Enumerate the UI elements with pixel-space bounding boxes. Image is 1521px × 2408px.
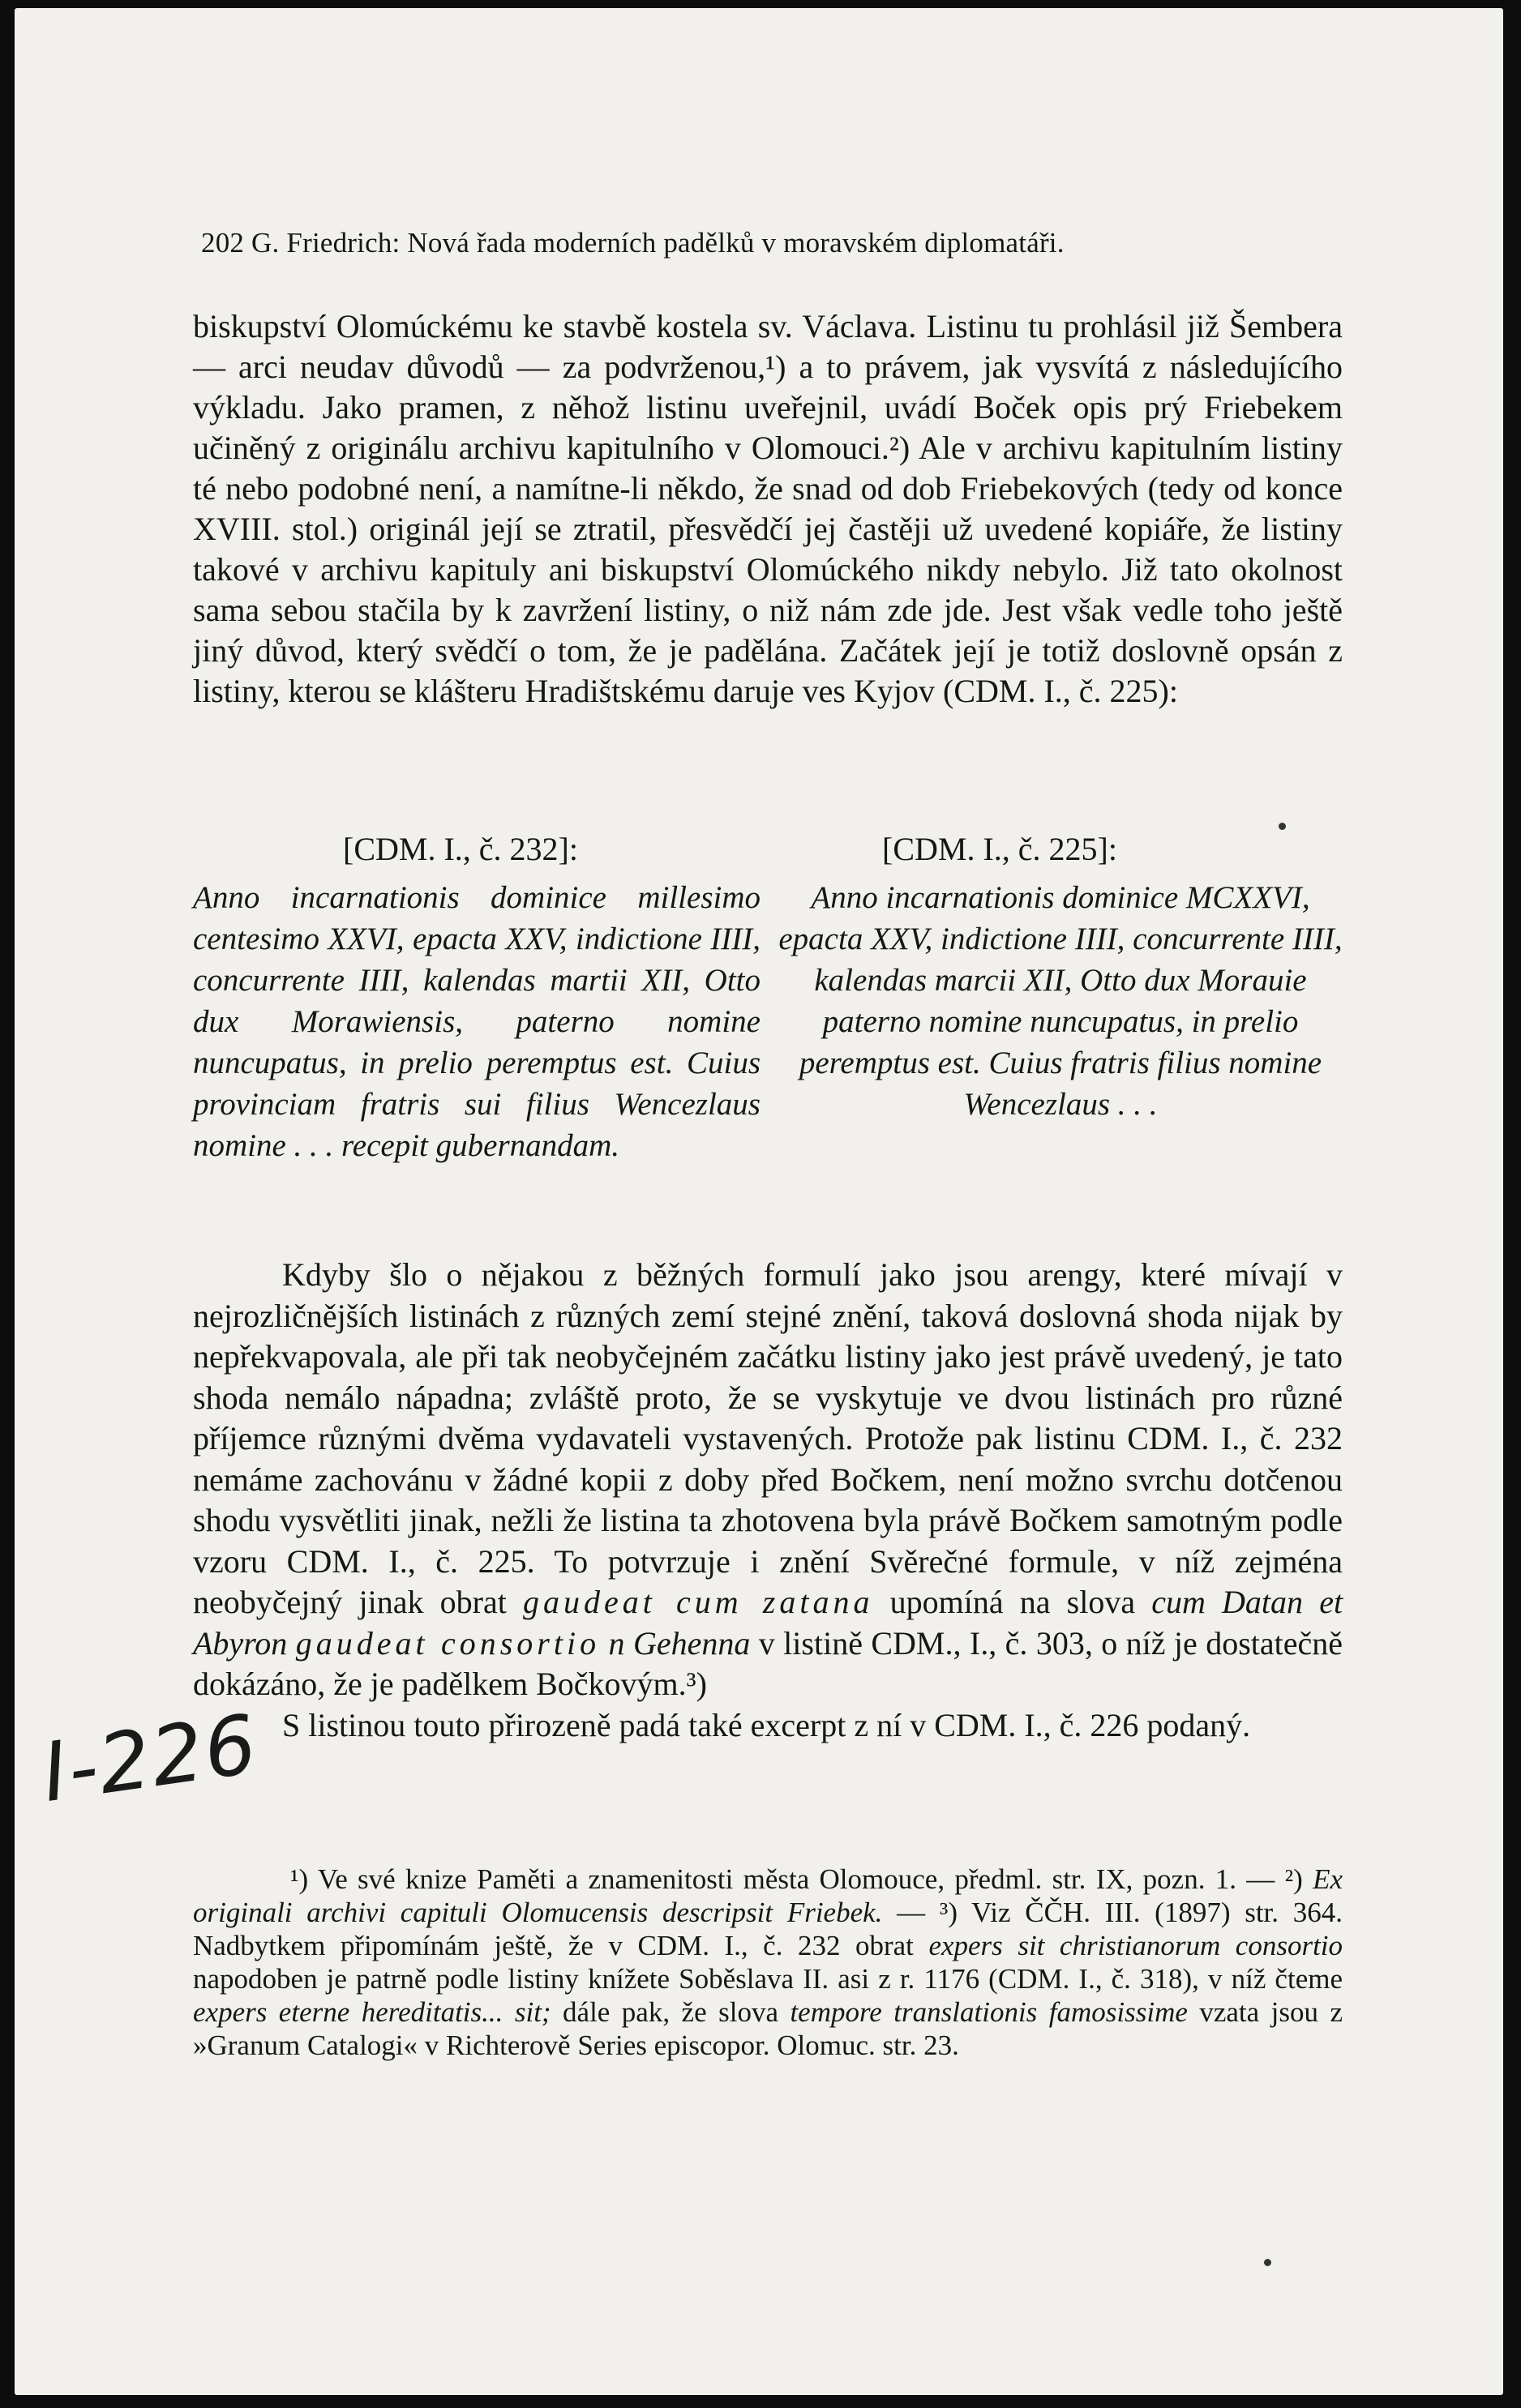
right-column-heading: [CDM. I., č. 225]: [882, 831, 1117, 867]
text-run: vzata jsou z »Granum Catalogi« v Richterově Series episcopor. Olomuc. str. 23. [193, 1996, 1343, 2061]
italic-run: n Gehenna [608, 1624, 751, 1662]
text-run: dále pak, že slova [563, 1996, 778, 2028]
discussion-paragraph-2: S listinou touto přirozeně padá také excerpt z ní v CDM. I., č. 226 podaný. [282, 1706, 1251, 1743]
italic-run: expers sit christianorum consortio [928, 1930, 1343, 1961]
intro-text: biskupství Olomúckému ke stavbě kostela sv. Václava. Listinu tu prohlásil již Šembera — arci neudav důvodů — za podvrženou,¹) a to právem, jak vysvítá z následujícího výkladu. Jako pramen, z něhož listinu uveřejnil, uvádí Boček opis prý Friebekem učiněný z originálu archivu kapitulního v Olomouci.²) Ale v archivu kapitulním listiny té nebo podobné není, a namítne-li někdo, že snad od dob Friebekových (tedy od konce XVIII. stol.) originál její se ztratil, přesvědčí jej častěji už uvedené kopiáře, že listiny takové v archivu kapituly ani biskupství Olomúckého nikdy nebylo. Již tato okolnost sama sebou stačila by k zavržení listiny, o niž nám zde jde. Jest však vedle toho ještě jiný důvod, který svědčí o tom, že je padělána. Začátek její je totiž doslovně opsán z listiny, kterou se klášteru Hradištskému daruje ves Kyjov (CDM. I., č. 225): [193, 308, 1343, 709]
left-column [193, 828, 760, 1166]
discussion-paragraph-1 [193, 1255, 1343, 1705]
italic-run: cum Datan et Abyron [193, 1584, 1343, 1662]
italic-run: gaudeat consortio [295, 1624, 601, 1662]
left-quote: Anno incarnationis dominice millesimo centesimo XXVI, epacta XXV, indictione IIII, concurrente IIII, kalendas martii XII, Otto dux Morawiensis, paterno nomine nuncupatus, in prelio peremptus est. Cuius provinciam fratris sui filius Wencezlaus nomine . . . recepit gubernandam. [193, 880, 760, 1163]
text-run: v listině CDM., I., č. 303, o níž je dostatečně dokázáno, že je padělkem Bočkovým.³) [193, 1624, 1343, 1702]
handwritten-margin-note: I-226 [36, 1696, 264, 1820]
running-header: 202 G. Friedrich: Nová řada moderních padělků v moravském diplomatáři. [201, 227, 1065, 259]
text-run: upomíná na slova [889, 1584, 1136, 1620]
footnote-1: ¹) Ve své knize Paměti a znamenitosti města Olomouce, předml. str. IX, pozn. 1. — ²) [290, 1863, 1303, 1895]
intro-paragraph [193, 306, 1343, 712]
stray-mark [1279, 823, 1286, 830]
italic-run: tempore translationis famosissime [790, 1996, 1188, 2028]
left-column-heading: [CDM. I., č. 232]: [343, 831, 578, 867]
italic-run: expers eterne hereditatis... sit; [193, 1996, 551, 2028]
right-column [777, 828, 1344, 1125]
text-run: Kdyby šlo o nějakou z běžných formulí jako jsou arengy, které mívají v nejrozličnějších listinách z různých zemí stejné znění, taková doslovná shoda nijak by nepřekvapovala, ale při tak neobyčejném začátku listiny jako jest právě uvedený, je tato shoda nemálo nápadna; zvláště proto, že se vyskytuje ve dvou listinách pro různé příjemce různými dvěma vydavateli vystavených. Protože pak listinu CDM. I., č. 232 nemáme zachovánu v žádné kopii z doby před Bočkem, není možno svrchu dotčenou shodu vysvětliti jinak, nežli že listina ta zhotovena byla právě Bočkem samotným podle vzoru CDM. I., č. 225. To potvrzuje i znění Svěrečné formule, v níž zejména neobyčejný jinak obrat [193, 1256, 1343, 1620]
discussion [193, 1255, 1343, 1746]
footnotes [193, 1863, 1343, 2062]
stray-mark [1264, 2259, 1271, 2266]
footnote-3: — ³) Viz ČČH. III. (1897) str. 364. Nadbytkem připomínám ještě, že v CDM. I., č. 232 obrat [193, 1897, 1343, 1961]
footnote-2: Ex originali archivi capituli Olomucensis descripsit Friebek. [193, 1863, 1343, 1928]
footnote-block [193, 1863, 1343, 2062]
italic-run: gaudeat cum zatana [523, 1584, 874, 1620]
right-quote: Anno incarnationis dominice MCXXVI, epacta XXV, indictione IIII, concurrente IIII, kalendas marcii XII, Otto dux Morauie paterno nomine nuncupatus, in prelio peremptus est. Cuius fratris filius nomine Wencezlaus . . . [778, 880, 1343, 1122]
text-run: napodoben je patrně podle listiny knížete Soběslava II. asi z r. 1176 (CDM. I., č. 318), v níž čteme [193, 1963, 1343, 1995]
